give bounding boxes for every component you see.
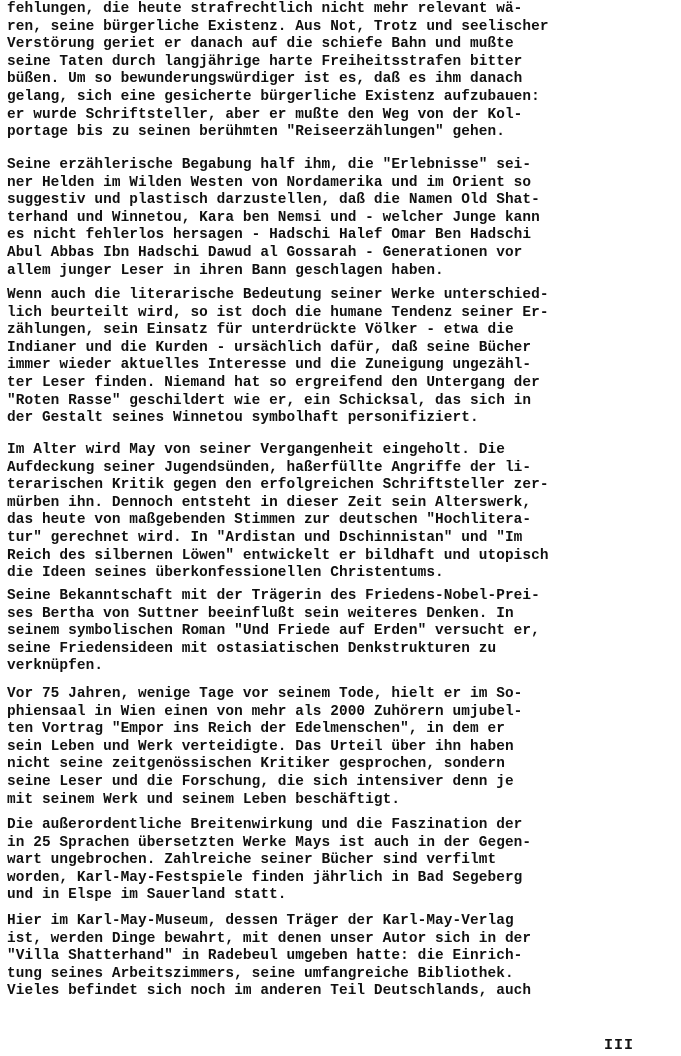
- text-line: Im Alter wird May von seiner Vergangenheit eingeholt. Die: [7, 442, 505, 458]
- paragraph-2: [7, 157, 675, 280]
- text-line: allem junger Leser in ihren Bann geschlagen haben.: [7, 262, 444, 279]
- text-line: "Villa Shatterhand" in Radebeul umgeben hatte: die Einrich-: [7, 948, 523, 965]
- text-line: büßen. Um so bewunderungswürdiger ist es, daß es ihm danach: [7, 71, 523, 88]
- text-line: es nicht fehlerlos hersagen - Hadschi Halef Omar Ben Hadschi: [7, 227, 532, 244]
- text-line: Reich des silbernen Löwen" entwickelt er bildhaft und utopisch: [7, 547, 549, 564]
- text-line: und in Elspe im Sauerland statt.: [7, 887, 287, 904]
- text-line: seine Leser und die Forschung, die sich intensiver denn je: [7, 773, 514, 790]
- text-line: seinem symbolischen Roman "Und Friede auf Erden" versucht er,: [7, 623, 540, 640]
- text-line: ses Bertha von Suttner beeinflußt sein weiteres Denken. In: [7, 605, 514, 622]
- text-line: Verstörung geriet er danach auf die schiefe Bahn und mußte: [7, 36, 514, 53]
- text-line: nicht seine zeitgenössischen Kritiker gesprochen, sondern: [7, 756, 505, 773]
- paragraph-3: [7, 287, 675, 428]
- text-line: immer wieder aktuelles Interesse und die Zuneigung ungezähl-: [7, 357, 532, 374]
- text-line: lich beurteilt wird, so ist doch die humane Tendenz seiner Er-: [7, 304, 549, 321]
- text-line: Abul Abbas Ibn Hadschi Dawud al Gossarah - Generationen vor: [7, 244, 523, 261]
- text-line: Seine Bekanntschaft mit der Trägerin des Friedens-Nobel-Prei-: [7, 588, 540, 604]
- text-line: der Gestalt seines Winnetou symbolhaft personifiziert.: [7, 410, 479, 427]
- paragraph-5: [7, 588, 675, 676]
- text-line: mürben ihn. Dennoch entsteht in dieser Zeit sein Alterswerk,: [7, 494, 532, 511]
- text-line: tur" gerechnet wird. In "Ardistan und Dschinnistan" und "Im: [7, 529, 523, 546]
- text-line: worden, Karl-May-Festspiele finden jährlich in Bad Segeberg: [7, 869, 523, 886]
- paragraph-4: [7, 442, 675, 583]
- text-line: ist, werden Dinge bewahrt, mit denen unser Autor sich in der: [7, 930, 532, 947]
- text-line: suggestiv und plastisch darzustellen, daß die Namen Old Shat-: [7, 192, 540, 209]
- paragraph-6: [7, 686, 675, 809]
- text-line: ten Vortrag "Empor ins Reich der Edelmenschen", in dem er: [7, 721, 505, 738]
- text-line: Die außerordentliche Breitenwirkung und die Faszination der: [7, 817, 523, 833]
- text-line: fehlungen, die heute strafrechtlich nicht mehr relevant wä-: [7, 1, 523, 17]
- text-line: wart ungebrochen. Zahlreiche seiner Bücher sind verfilmt: [7, 852, 497, 869]
- text-line: seine Friedensideen mit ostasiatischen Denkstrukturen zu: [7, 640, 497, 657]
- text-line: Aufdeckung seiner Jugendsünden, haßerfüllte Angriffe der li-: [7, 459, 532, 476]
- text-line: das heute von maßgebenden Stimmen zur deutschen "Hochlitera-: [7, 512, 532, 529]
- paragraph-7: [7, 817, 675, 905]
- text-line: die Ideen seines überkonfessionellen Christentums.: [7, 565, 444, 582]
- text-line: gelang, sich eine gesicherte bürgerliche Existenz aufzubauen:: [7, 88, 540, 105]
- text-line: tung seines Arbeitszimmers, seine umfangreiche Bibliothek.: [7, 965, 514, 982]
- text-line: seine Taten durch langjährige harte Freiheitsstrafen bitter: [7, 53, 523, 70]
- paragraph-8: [7, 913, 675, 1001]
- text-line: terarischen Kritik gegen den erfolgreichen Schriftsteller zer-: [7, 477, 549, 494]
- text-line: Indianer und die Kurden - ursächlich dafür, daß seine Bücher: [7, 339, 532, 356]
- text-line: Vor 75 Jahren, wenige Tage vor seinem Tode, hielt er im So-: [7, 686, 523, 702]
- paragraph-1: [7, 1, 675, 142]
- text-line: phiensaal in Wien einen von mehr als 2000 Zuhörern umjubel-: [7, 703, 523, 720]
- text-line: Vieles befindet sich noch im anderen Teil Deutschlands, auch: [7, 983, 532, 1000]
- text-line: ter Leser finden. Niemand hat so ergreifend den Untergang der: [7, 374, 540, 391]
- text-line: Hier im Karl-May-Museum, dessen Träger der Karl-May-Verlag: [7, 913, 514, 929]
- text-line: er wurde Schriftsteller, aber er mußte den Weg von der Kol-: [7, 106, 523, 123]
- text-line: ner Helden im Wilden Westen von Nordamerika und im Orient so: [7, 174, 532, 191]
- text-line: in 25 Sprachen übersetzten Werke Mays ist auch in der Gegen-: [7, 834, 532, 851]
- text-line: Seine erzählerische Begabung half ihm, die "Erlebnisse" sei-: [7, 157, 532, 173]
- text-line: verknüpfen.: [7, 658, 104, 675]
- text-line: "Roten Rasse" geschildert wie er, ein Schicksal, das sich in: [7, 392, 532, 409]
- text-line: mit seinem Werk und seinem Leben beschäftigt.: [7, 791, 401, 808]
- text-line: sein Leben und Werk verteidigte. Das Urteil über ihn haben: [7, 738, 514, 755]
- text-line: zählungen, sein Einsatz für unterdrückte Völker - etwa die: [7, 322, 514, 339]
- text-line: portage bis zu seinen berühmten "Reiseerzählungen" gehen.: [7, 124, 505, 141]
- page-number: III: [604, 1037, 635, 1054]
- text-line: terhand und Winnetou, Kara ben Nemsi und - welcher Junge kann: [7, 209, 540, 226]
- text-line: Wenn auch die literarische Bedeutung seiner Werke unterschied-: [7, 287, 549, 303]
- text-line: ren, seine bürgerliche Existenz. Aus Not, Trotz und seelischer: [7, 18, 549, 35]
